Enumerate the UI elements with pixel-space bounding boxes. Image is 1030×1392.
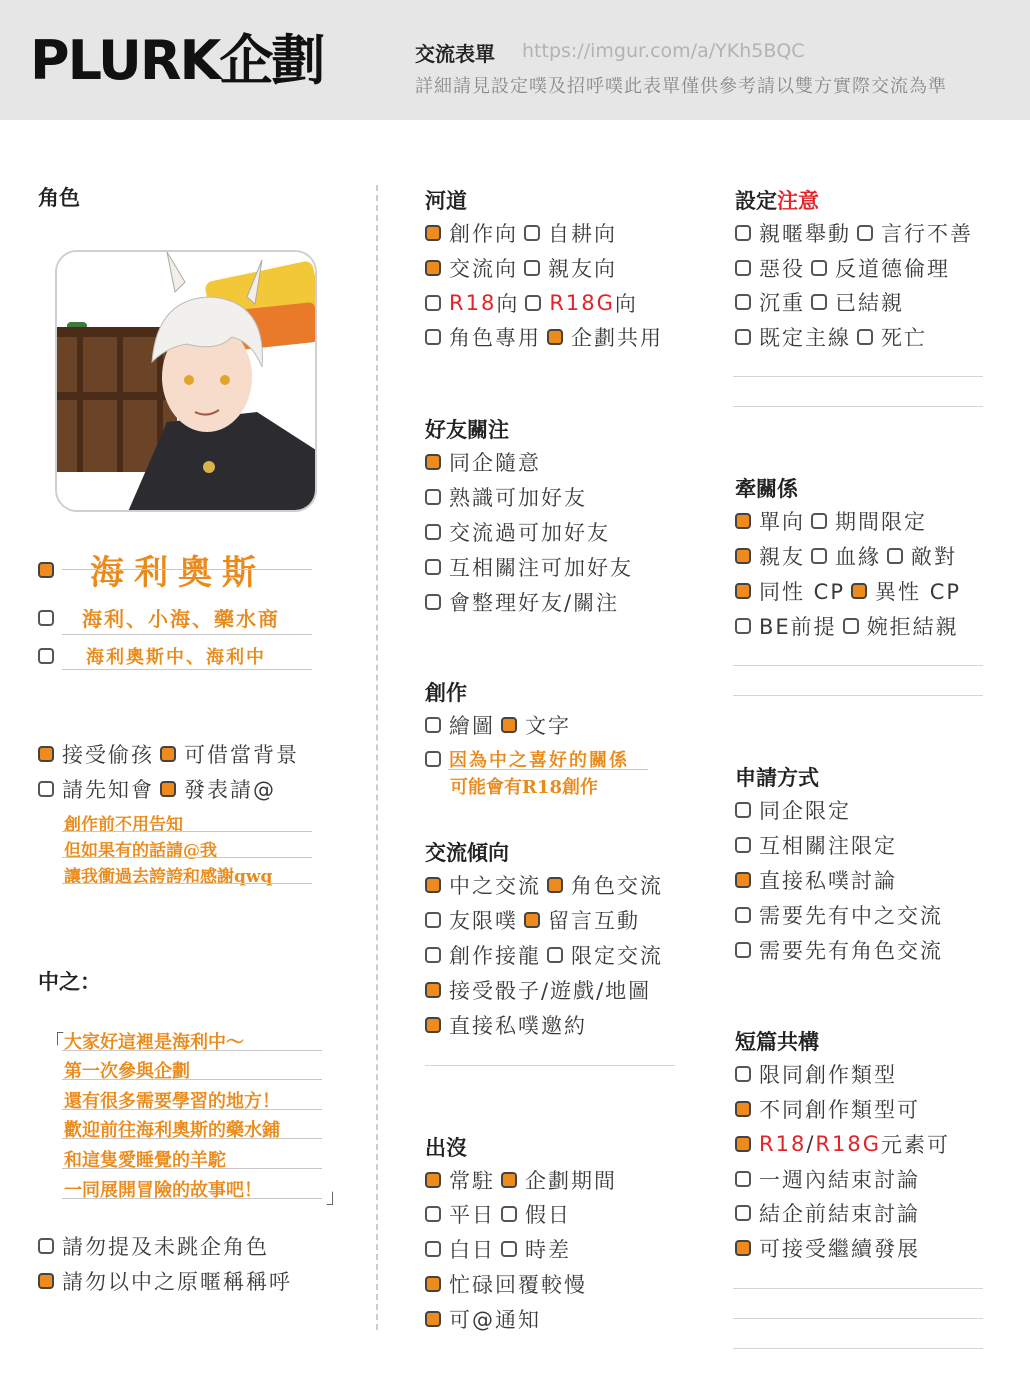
- mid-separator: [425, 1065, 675, 1066]
- setting-intimate-checkbox[interactable]: [735, 225, 751, 241]
- create-row: [425, 710, 577, 740]
- appear-row-1: [425, 1165, 623, 1195]
- follow-item: [425, 552, 633, 582]
- relation-row-4: [735, 611, 965, 641]
- river-friend-checkbox[interactable]: [524, 260, 540, 276]
- player-msg-4: 歡迎前往海利奧斯的藥水鋪: [64, 1120, 280, 1141]
- appear-period-checkbox[interactable]: [501, 1172, 517, 1188]
- trend-dm-checkbox[interactable]: [425, 1017, 441, 1033]
- name-underline: [62, 569, 312, 570]
- apply-item: [735, 900, 943, 930]
- create-draw-label: 繪圖: [449, 714, 495, 738]
- setting-heading: [735, 185, 819, 215]
- follow-4-checkbox[interactable]: [425, 559, 441, 575]
- river-self-label: 自耕向: [548, 222, 617, 246]
- follow-5-checkbox[interactable]: [425, 594, 441, 610]
- trend-row-2: [425, 905, 646, 935]
- appear-daytime-label: 白日: [449, 1238, 495, 1262]
- right-line: [733, 376, 983, 377]
- setting-mainline-checkbox[interactable]: [735, 329, 751, 345]
- river-r18-red: R18: [449, 291, 497, 315]
- river-r18g-checkbox[interactable]: [525, 295, 541, 311]
- trend-row-4: [425, 975, 651, 1005]
- apply-heading: 申請方式: [735, 766, 819, 790]
- river-shared-checkbox[interactable]: [547, 329, 563, 345]
- appear-row-2: [425, 1199, 577, 1229]
- river-r18g-red: R18G: [549, 291, 615, 315]
- form-url[interactable]: https://imgur.com/a/YKh5BQC: [522, 40, 805, 62]
- apply-2-checkbox[interactable]: [735, 837, 751, 853]
- nickname-1: 海利、小海、藥水商: [82, 607, 280, 631]
- trend-friend-plurk-checkbox[interactable]: [425, 912, 441, 928]
- follow-heading: 好友關注: [425, 418, 509, 442]
- river-row-1: [425, 218, 623, 248]
- appear-weekday-label: 平日: [449, 1203, 495, 1227]
- player-msg-5: 和這隻愛睡覺的羊駝: [64, 1150, 226, 1171]
- create-draw-checkbox[interactable]: [425, 717, 441, 733]
- logo: PLURK企劃: [30, 29, 324, 92]
- right-line: [733, 1288, 983, 1289]
- nickname-1-underline: [62, 634, 312, 635]
- apply-2-label: 互相關注限定: [759, 834, 897, 858]
- player-msg-2: 第一次參與企劃: [64, 1061, 190, 1082]
- hand-note-2-underline: [62, 857, 312, 858]
- short-3-label: 元素可: [881, 1133, 950, 1157]
- setting-heading-text: 設定: [735, 189, 777, 213]
- short-item: [735, 1059, 897, 1089]
- short-3-checkbox[interactable]: [735, 1136, 751, 1152]
- trend-role-checkbox[interactable]: [547, 877, 563, 893]
- relation-oneway-checkbox[interactable]: [735, 513, 751, 529]
- nickname-2-underline: [62, 669, 312, 670]
- player-msg-4-underline: [62, 1138, 322, 1139]
- appear-holiday-label: 假日: [525, 1203, 571, 1227]
- trend-heading: 交流傾向: [425, 841, 509, 865]
- setting-row-2: [735, 253, 956, 283]
- appear-timezone-label: 時差: [525, 1238, 571, 1262]
- short-3-sep: /: [806, 1132, 816, 1156]
- short-item: [735, 1129, 950, 1159]
- hand-note-3-underline: [62, 883, 312, 884]
- setting-heavy-label: 沉重: [759, 291, 805, 315]
- relation-be-label: BE前提: [759, 615, 837, 639]
- short-item: [735, 1233, 920, 1263]
- appear-resident-label: 常駐: [449, 1169, 495, 1193]
- apply-4-label: 需要先有中之交流: [759, 904, 943, 928]
- short-2-checkbox[interactable]: [735, 1101, 751, 1117]
- setting-married-label: 已結親: [835, 291, 904, 315]
- relation-friend-checkbox[interactable]: [735, 548, 751, 564]
- create-note-1: 因為中之喜好的關係: [449, 750, 629, 771]
- relation-row-3: [735, 576, 967, 606]
- relation-decline-label: 婉拒結親: [866, 615, 959, 639]
- quote-close: 」: [326, 1184, 346, 1208]
- quote-open: 「: [44, 1030, 64, 1054]
- apply-1-label: 同企限定: [759, 799, 851, 823]
- relation-be-checkbox[interactable]: [735, 618, 751, 634]
- column-divider: [376, 185, 378, 1330]
- setting-heading-red: 注意: [777, 189, 819, 213]
- follow-item: [425, 447, 541, 477]
- trend-dice-label: 接受骰子/遊戲/地圖: [449, 979, 652, 1003]
- role-heading: 角色: [38, 186, 80, 210]
- right-line: [733, 406, 983, 407]
- notify-row: [38, 774, 282, 804]
- relation-enemy-label: 敵對: [911, 545, 957, 569]
- appear-timezone-checkbox[interactable]: [501, 1241, 517, 1257]
- right-line: [733, 1318, 983, 1319]
- follow-3-label: 交流過可加好友: [449, 521, 610, 545]
- short-4-label: 一週內結束討論: [759, 1168, 920, 1192]
- trend-comment-checkbox[interactable]: [524, 912, 540, 928]
- relation-oneway-label: 單向: [759, 510, 805, 534]
- player-heading: 中之：: [38, 970, 101, 994]
- appear-notify-checkbox[interactable]: [425, 1311, 441, 1327]
- character-portrait: [55, 250, 317, 512]
- appear-busy-checkbox[interactable]: [425, 1276, 441, 1292]
- post-at-label: 發表請@: [184, 778, 276, 802]
- nickname-1-checkbox[interactable]: [38, 610, 54, 626]
- apply-5-label: 需要先有角色交流: [759, 939, 943, 963]
- appear-row-5: [425, 1304, 541, 1334]
- create-note-underline: [448, 769, 648, 770]
- borrow-bg-checkbox[interactable]: [160, 746, 176, 762]
- follow-3-checkbox[interactable]: [425, 524, 441, 540]
- apply-3-label: 直接私噗討論: [759, 869, 897, 893]
- appear-weekday-checkbox[interactable]: [425, 1206, 441, 1222]
- short-item: [735, 1198, 920, 1228]
- player-msg-1-underline: [62, 1050, 322, 1051]
- player-msg-3: 還有很多需要學習的地方！: [64, 1091, 280, 1112]
- player-msg-6-underline: [62, 1198, 322, 1199]
- appear-heading: 出沒: [425, 1136, 467, 1160]
- short-6-label: 可接受繼續發展: [759, 1237, 920, 1261]
- relation-blood-checkbox[interactable]: [811, 548, 827, 564]
- setting-death-label: 死亡: [881, 326, 927, 350]
- short-item: [735, 1094, 920, 1124]
- setting-intimate-label: 親暱舉動: [759, 222, 851, 246]
- river-role-only-label: 角色專用: [449, 326, 541, 350]
- nickname-row-2: [38, 643, 266, 669]
- create-heading: 創作: [425, 681, 467, 705]
- accept-kid-checkbox[interactable]: [38, 746, 54, 762]
- river-row-4: [425, 322, 669, 352]
- post-at-checkbox[interactable]: [160, 781, 176, 797]
- setting-rude-checkbox[interactable]: [857, 225, 873, 241]
- setting-heavy-checkbox[interactable]: [735, 294, 751, 310]
- appear-daytime-checkbox[interactable]: [425, 1241, 441, 1257]
- relation-period-checkbox[interactable]: [811, 513, 827, 529]
- river-exchange-label: 交流向: [449, 257, 518, 281]
- header-note: 詳細請見設定噗及招呼噗此表單僅供參考請以雙方實際交流為準: [415, 76, 947, 97]
- appear-resident-checkbox[interactable]: [425, 1172, 441, 1188]
- player-msg-2-underline: [62, 1079, 322, 1080]
- setting-immoral-checkbox[interactable]: [811, 260, 827, 276]
- appear-holiday-checkbox[interactable]: [501, 1206, 517, 1222]
- hand-note-1-underline: [62, 831, 312, 832]
- river-exchange-checkbox[interactable]: [425, 260, 441, 276]
- setting-death-checkbox[interactable]: [857, 329, 873, 345]
- appear-row-4: [425, 1269, 587, 1299]
- no-real-name-label: 請勿以中之原暱稱稱呼: [62, 1270, 292, 1294]
- relation-decline-checkbox[interactable]: [843, 618, 859, 634]
- trend-role-label: 角色交流: [571, 874, 663, 898]
- setting-row-4: [735, 322, 933, 352]
- relation-same-cp-label: 同性 CP: [759, 580, 846, 604]
- player-msg-6: 一同展開冒險的故事吧！: [64, 1180, 262, 1201]
- trend-row-5: [425, 1010, 587, 1040]
- river-r18g-label: 向: [614, 292, 638, 316]
- relation-period-label: 期間限定: [835, 510, 927, 534]
- appear-period-label: 企劃期間: [525, 1169, 617, 1193]
- setting-married-checkbox[interactable]: [811, 294, 827, 310]
- relation-row-1: [735, 506, 933, 536]
- apply-item: [735, 830, 897, 860]
- follow-item: [425, 517, 610, 547]
- name-checkbox[interactable]: [38, 562, 54, 578]
- follow-item: [425, 482, 587, 512]
- setting-row-3: [735, 287, 910, 317]
- create-text-checkbox[interactable]: [501, 717, 517, 733]
- relation-enemy-checkbox[interactable]: [887, 548, 903, 564]
- short-3-red-2: R18G: [815, 1132, 881, 1156]
- right-line: [733, 695, 983, 696]
- nickname-2-checkbox[interactable]: [38, 648, 54, 664]
- river-row-2: [425, 253, 623, 283]
- relation-blood-label: 血緣: [835, 545, 881, 569]
- apply-1-checkbox[interactable]: [735, 802, 751, 818]
- river-heading: 河道: [425, 189, 467, 213]
- header: [0, 0, 1030, 120]
- short-1-checkbox[interactable]: [735, 1066, 751, 1082]
- short-4-checkbox[interactable]: [735, 1171, 751, 1187]
- no-mention-label: 請勿提及未跳企角色: [62, 1235, 269, 1259]
- relation-heading: 牽關係: [735, 477, 798, 501]
- no-mention-row: [38, 1231, 269, 1261]
- no-mention-checkbox[interactable]: [38, 1238, 54, 1254]
- short-heading: 短篇共構: [735, 1030, 819, 1054]
- no-real-name-checkbox[interactable]: [38, 1273, 54, 1289]
- appear-row-3: [425, 1234, 577, 1264]
- trend-row-1: [425, 870, 669, 900]
- trend-relay-checkbox[interactable]: [425, 947, 441, 963]
- setting-villain-label: 惡役: [759, 257, 805, 281]
- setting-immoral-label: 反道德倫理: [835, 257, 950, 281]
- follow-2-label: 熟識可加好友: [449, 486, 587, 510]
- short-2-label: 不同創作類型可: [759, 1098, 920, 1122]
- setting-row-1: [735, 218, 979, 248]
- river-shared-label: 企劃共用: [571, 326, 663, 350]
- nickname-2: 海利奧斯中、海利中: [86, 647, 266, 668]
- follow-5-label: 會整理好友/關注: [449, 591, 620, 615]
- apply-item: [735, 795, 851, 825]
- river-row-3: [425, 288, 644, 318]
- character-name: 海利奧斯: [90, 553, 266, 593]
- apply-item: [735, 865, 897, 895]
- short-item: [735, 1164, 920, 1194]
- river-role-only-checkbox[interactable]: [425, 329, 441, 345]
- follow-item: [425, 587, 619, 617]
- trend-row-3: [425, 940, 669, 970]
- create-text-label: 文字: [525, 714, 571, 738]
- trend-limited-label: 限定交流: [571, 944, 663, 968]
- river-r18-label: 向: [496, 292, 520, 316]
- short-3-red-1: R18: [759, 1132, 807, 1156]
- river-friend-label: 親友向: [548, 257, 617, 281]
- river-create-label: 創作向: [449, 222, 518, 246]
- relation-friend-label: 親友: [759, 545, 805, 569]
- create-note-checkbox[interactable]: [425, 751, 441, 767]
- player-msg-3-underline: [62, 1109, 322, 1110]
- setting-rude-label: 言行不善: [881, 222, 973, 246]
- river-r18-checkbox[interactable]: [425, 295, 441, 311]
- notify-first-checkbox[interactable]: [38, 781, 54, 797]
- appear-notify-label: 可@通知: [449, 1308, 541, 1332]
- nickname-row-1: [38, 603, 280, 632]
- follow-2-checkbox[interactable]: [425, 489, 441, 505]
- trend-player-checkbox[interactable]: [425, 877, 441, 893]
- relation-same-cp-checkbox[interactable]: [735, 583, 751, 599]
- relation-diff-cp-checkbox[interactable]: [851, 583, 867, 599]
- right-line: [733, 665, 983, 666]
- trend-friend-plurk-label: 友限噗: [449, 909, 518, 933]
- form-title: 交流表單: [415, 42, 495, 66]
- short-5-checkbox[interactable]: [735, 1205, 751, 1221]
- short-5-label: 結企前結束討論: [759, 1202, 920, 1226]
- player-msg-1: 大家好這裡是海利中～: [64, 1032, 244, 1053]
- right-line: [733, 1348, 983, 1349]
- apply-4-checkbox[interactable]: [735, 907, 751, 923]
- follow-1-checkbox[interactable]: [425, 454, 441, 470]
- follow-4-label: 互相關注可加好友: [449, 556, 633, 580]
- player-msg-5-underline: [62, 1168, 322, 1169]
- relation-row-2: [735, 541, 963, 571]
- accept-row: [38, 739, 305, 769]
- short-6-checkbox[interactable]: [735, 1240, 751, 1256]
- hand-note-3: 讓我衝過去誇誇和感謝qwq: [64, 867, 273, 887]
- apply-5-checkbox[interactable]: [735, 942, 751, 958]
- appear-busy-label: 忙碌回覆較慢: [449, 1273, 587, 1297]
- relation-diff-cp-label: 異性 CP: [875, 580, 962, 604]
- borrow-bg-label: 可借當背景: [184, 743, 299, 767]
- trend-player-label: 中之交流: [449, 874, 541, 898]
- follow-1-label: 同企隨意: [449, 451, 541, 475]
- hand-note-2: 但如果有的話請@我: [64, 841, 217, 861]
- trend-relay-label: 創作接龍: [449, 944, 541, 968]
- trend-limited-checkbox[interactable]: [547, 947, 563, 963]
- short-1-label: 限同創作類型: [759, 1063, 897, 1087]
- setting-villain-checkbox[interactable]: [735, 260, 751, 276]
- river-create-checkbox[interactable]: [425, 225, 441, 241]
- river-self-checkbox[interactable]: [524, 225, 540, 241]
- hand-note-1: 創作前不用告知: [64, 815, 183, 835]
- trend-dice-checkbox[interactable]: [425, 982, 441, 998]
- setting-mainline-label: 既定主線: [759, 326, 851, 350]
- apply-3-checkbox[interactable]: [735, 872, 751, 888]
- create-note-2: 可能會有R18創作: [450, 777, 599, 798]
- apply-item: [735, 935, 943, 965]
- trend-comment-label: 留言互動: [548, 909, 640, 933]
- notify-first-label: 請先知會: [62, 778, 154, 802]
- trend-dm-label: 直接私噗邀約: [449, 1014, 587, 1038]
- no-real-name-row: [38, 1266, 292, 1296]
- accept-kid-label: 接受偷孩: [62, 743, 154, 767]
